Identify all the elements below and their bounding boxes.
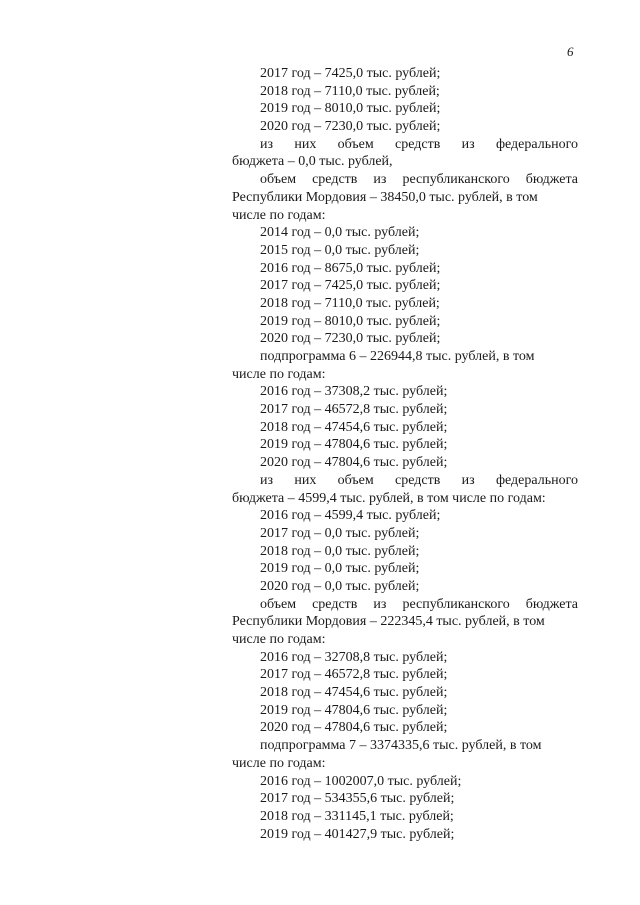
document-body	[232, 65, 578, 843]
text-line: Республики Мордовия – 222345,4 тыс. рублей, в том	[232, 614, 545, 630]
text-line: 2020 год – 47804,6 тыс. рублей;	[260, 720, 448, 736]
text-line: 2018 год – 331145,1 тыс. рублей;	[260, 808, 454, 824]
text-line: подпрограмма 7 – 3374335,6 тыс. рублей, в том	[260, 738, 542, 754]
word: средств	[312, 172, 358, 188]
text-line: 2018 год – 0,0 тыс. рублей;	[260, 543, 420, 559]
text-line: 2016 год – 8675,0 тыс. рублей;	[260, 260, 441, 276]
word: из	[461, 136, 475, 152]
word: из	[373, 172, 387, 188]
text-line: 2016 год – 32708,8 тыс. рублей;	[260, 649, 448, 665]
text-line: 2017 год – 534355,6 тыс. рублей;	[260, 791, 455, 807]
text-line: 2014 год – 0,0 тыс. рублей;	[260, 225, 420, 241]
word: средств	[395, 472, 441, 488]
text-line: 2018 год – 47454,6 тыс. рублей;	[260, 685, 448, 701]
text-line: 2017 год – 46572,8 тыс. рублей;	[260, 667, 448, 683]
word: средств	[395, 136, 441, 152]
word: них	[294, 472, 317, 488]
text-line: 2020 год – 47804,6 тыс. рублей;	[260, 455, 448, 471]
text-line: 2018 год – 7110,0 тыс. рублей;	[260, 83, 440, 99]
text-line: 2019 год – 0,0 тыс. рублей;	[260, 561, 420, 577]
word: средств	[312, 596, 358, 612]
word: республиканского	[402, 172, 510, 188]
word: республиканского	[402, 596, 510, 612]
text-line: 2020 год – 7230,0 тыс. рублей;	[260, 119, 441, 135]
text-line: 2020 год – 7230,0 тыс. рублей;	[260, 331, 441, 347]
text-line	[232, 472, 578, 490]
word: объем	[337, 136, 374, 152]
text-line: 2016 год – 4599,4 тыс. рублей;	[260, 508, 441, 524]
text-line: 2017 год – 7425,0 тыс. рублей;	[260, 66, 441, 81]
text-line: 2019 год – 8010,0 тыс. рублей;	[260, 101, 441, 117]
text-line	[232, 136, 578, 154]
text-line: 2019 год – 47804,6 тыс. рублей;	[260, 437, 448, 453]
text-line: 2019 год – 401427,9 тыс. рублей;	[260, 826, 455, 842]
text-line: бюджета – 0,0 тыс. рублей,	[232, 154, 393, 170]
text-line: подпрограмма 6 – 226944,8 тыс. рублей, в том	[260, 349, 535, 364]
text-line: 2020 год – 0,0 тыс. рублей;	[260, 578, 420, 594]
text-line	[232, 171, 578, 189]
word: объем	[260, 596, 297, 612]
text-line: Республики Мордовия – 38450,0 тыс. рублей, в том	[232, 189, 538, 205]
text-line: числе по годам:	[232, 207, 326, 223]
text-line: 2017 год – 46572,8 тыс. рублей;	[260, 402, 448, 418]
text-line: числе по годам:	[232, 366, 326, 382]
text-line: 2019 год – 8010,0 тыс. рублей;	[260, 313, 441, 329]
text-line: 2016 год – 1002007,0 тыс. рублей;	[260, 773, 462, 789]
text-line: 2015 год – 0,0 тыс. рублей;	[260, 242, 420, 258]
text-line: 2018 год – 47454,6 тыс. рублей;	[260, 419, 448, 435]
word: из	[461, 472, 475, 488]
text-line: 2016 год – 37308,2 тыс. рублей;	[260, 384, 448, 400]
word: из	[260, 472, 274, 488]
text-line	[232, 596, 578, 614]
text-line: 2017 год – 0,0 тыс. рублей;	[260, 525, 420, 541]
text-line: 2019 год – 47804,6 тыс. рублей;	[260, 702, 448, 718]
text-line: 2017 год – 7425,0 тыс. рублей;	[260, 278, 441, 294]
text-line: числе по годам:	[232, 632, 326, 647]
word: объем	[260, 172, 297, 188]
word: бюджета	[525, 596, 578, 612]
word: них	[294, 136, 317, 152]
text-line: бюджета – 4599,4 тыс. рублей, в том числе по годам:	[232, 490, 546, 506]
page-number: 6	[567, 44, 574, 59]
word: бюджета	[525, 172, 578, 188]
word: объем	[337, 472, 374, 488]
word: федерального	[495, 136, 578, 152]
text-line: 2018 год – 7110,0 тыс. рублей;	[260, 295, 440, 311]
word: федерального	[495, 472, 578, 488]
word: из	[373, 596, 387, 612]
text-line: числе по годам:	[232, 755, 326, 771]
word: из	[260, 136, 274, 152]
